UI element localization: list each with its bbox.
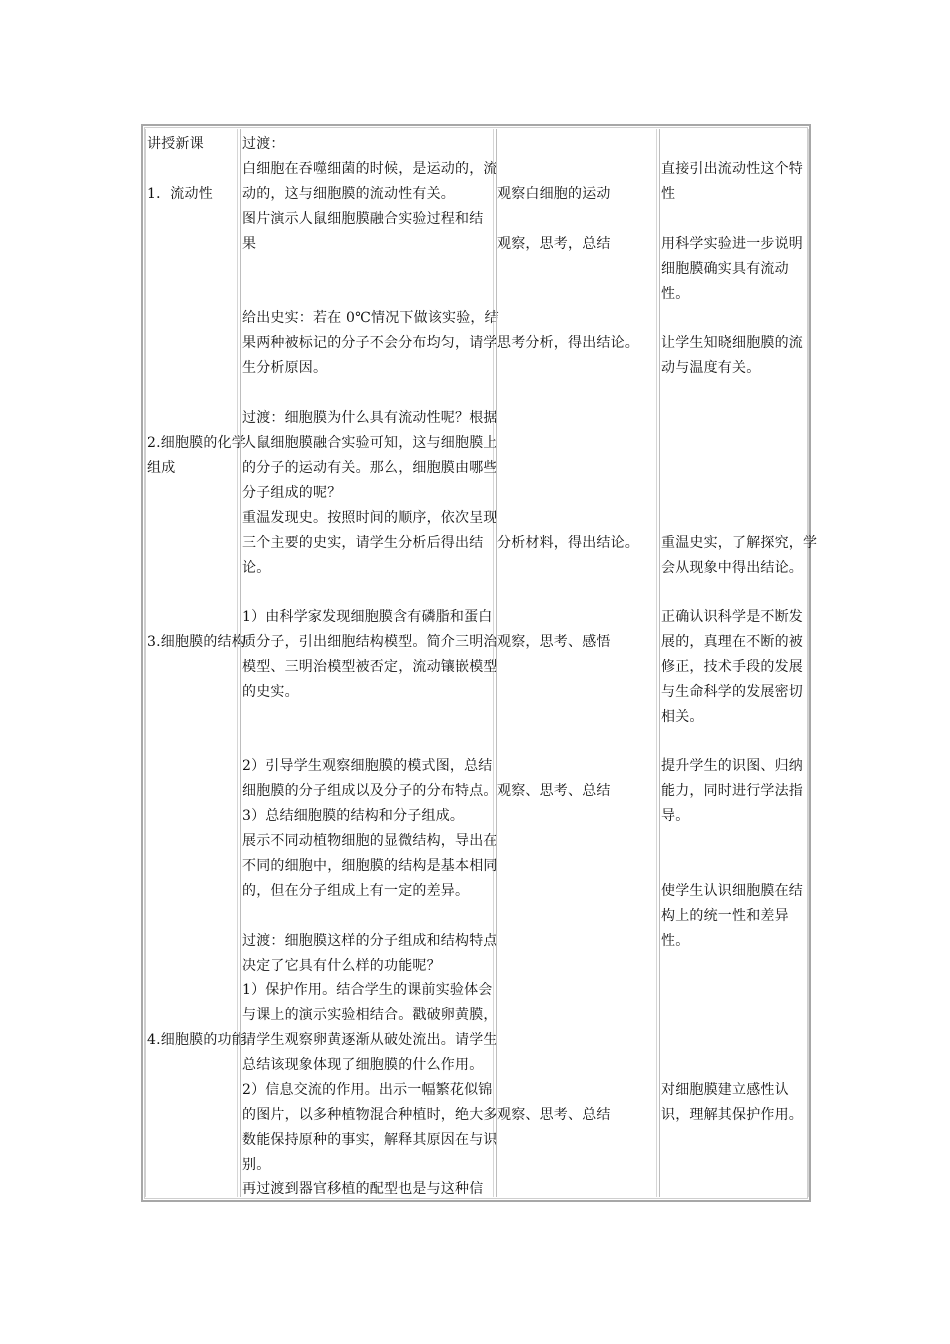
text-line: 对细胞膜建立感性认 bbox=[661, 1082, 789, 1098]
text-line: 别。 bbox=[242, 1157, 271, 1173]
text-line: 观察、思考、总结 bbox=[497, 1107, 611, 1123]
text-line: 相关。 bbox=[661, 709, 704, 725]
text-line: 人鼠细胞膜融合实验可知，这与细胞膜上 bbox=[242, 435, 498, 451]
text-line: 1）由科学家发现细胞膜含有磷脂和蛋白 bbox=[242, 609, 493, 625]
text-line: 提升学生的识图、归纳 bbox=[661, 758, 803, 774]
text-line: 使学生认识细胞膜在结 bbox=[661, 883, 803, 899]
text-line: 2）引导学生观察细胞膜的模式图，总结 bbox=[242, 758, 493, 774]
text-line: 过渡：细胞膜为什么具有流动性呢？根据 bbox=[242, 410, 498, 426]
section-label: 2.细胞膜的化学 bbox=[147, 435, 246, 451]
text-line: 论。 bbox=[242, 560, 271, 576]
text-line: 给出史实：若在 0℃情况下做该实验，结 bbox=[242, 310, 499, 326]
text-line: 思考分析，得出结论。 bbox=[497, 335, 639, 351]
text-line: 让学生知晓细胞膜的流 bbox=[661, 335, 803, 351]
text-line: 性。 bbox=[661, 933, 690, 949]
text-line: 用科学实验进一步说明 bbox=[661, 236, 803, 252]
text-line: 重温发现史。按照时间的顺序，依次呈现 bbox=[242, 510, 498, 526]
column-teacher-activity bbox=[240, 129, 499, 1197]
text-line: 与生命科学的发展密切 bbox=[661, 684, 803, 700]
text-line: 观察、思考、总结 bbox=[497, 783, 611, 799]
section-label: 1．流动性 bbox=[147, 186, 213, 202]
section-label: 4.细胞膜的功能 bbox=[147, 1032, 246, 1048]
text-line: 图片演示人鼠细胞膜融合实验过程和结 bbox=[242, 211, 484, 227]
text-line: 果 bbox=[242, 236, 257, 252]
text-line: 不同的细胞中，细胞膜的结构是基本相同 bbox=[242, 858, 498, 874]
text-line: 性。 bbox=[661, 286, 690, 302]
text-line: 动与温度有关。 bbox=[661, 360, 761, 376]
lesson-plan-table bbox=[141, 124, 818, 1202]
section-label: 组成 bbox=[147, 460, 176, 476]
text-line: 模型、三明治模型被否定，流动镶嵌模型 bbox=[242, 659, 498, 675]
text-line: 的史实。 bbox=[242, 684, 299, 700]
text-line: 导。 bbox=[661, 808, 690, 824]
text-line: 与课上的演示实验相结合。戳破卵黄膜， bbox=[242, 1007, 498, 1023]
text-line: 的，但在分子组成上有一定的差异。 bbox=[242, 883, 470, 899]
text-line: 细胞膜确实具有流动 bbox=[661, 261, 789, 277]
text-line: 2）信息交流的作用。出示一幅繁花似锦 bbox=[242, 1082, 493, 1098]
text-line: 观察白细胞的运动 bbox=[497, 186, 611, 202]
text-line: 的分子的运动有关。那么，细胞膜由哪些 bbox=[242, 460, 498, 476]
text-line: 修正，技术手段的发展 bbox=[661, 659, 803, 675]
text-line: 动的，这与细胞膜的流动性有关。 bbox=[242, 186, 455, 202]
text-line: 能力，同时进行学法指 bbox=[661, 783, 803, 799]
text-line: 过渡：细胞膜这样的分子组成和结构特点 bbox=[242, 933, 498, 949]
text-line: 过渡： bbox=[242, 136, 285, 152]
text-line: 3）总结细胞膜的结构和分子组成。 bbox=[242, 808, 465, 824]
section-label: 讲授新课 bbox=[147, 136, 204, 152]
section-label: 3.细胞膜的结构 bbox=[147, 634, 246, 650]
column-student-activity bbox=[496, 129, 657, 1197]
text-line: 数能保持原种的事实，解释其原因在与识 bbox=[242, 1132, 498, 1148]
column-section bbox=[145, 129, 246, 1197]
text-line: 展的，真理在不断的被 bbox=[661, 634, 803, 650]
text-line: 请学生观察卵黄逐渐从破处流出。请学生 bbox=[242, 1032, 498, 1048]
text-line: 分析材料，得出结论。 bbox=[497, 535, 639, 551]
text-line: 白细胞在吞噬细菌的时候，是运动的，流 bbox=[242, 161, 498, 177]
column-design-intent bbox=[659, 129, 818, 1197]
text-line: 分子组成的呢？ bbox=[242, 485, 342, 501]
text-line: 识，理解其保护作用。 bbox=[661, 1107, 803, 1123]
text-line: 重温史实，了解探究，学 bbox=[661, 535, 818, 551]
text-line: 观察，思考，总结 bbox=[497, 236, 611, 252]
text-line: 决定了它具有什么样的功能呢？ bbox=[242, 958, 441, 974]
text-line: 正确认识科学是不断发 bbox=[661, 609, 803, 625]
text-line: 会从现象中得出结论。 bbox=[661, 560, 803, 576]
text-line: 观察，思考、感悟 bbox=[497, 634, 611, 650]
text-line: 展示不同动植物细胞的显微结构，导出在 bbox=[242, 833, 498, 849]
text-line: 三个主要的史实，请学生分析后得出结 bbox=[242, 535, 484, 551]
text-line: 再过渡到器官移植的配型也是与这种信 bbox=[242, 1181, 484, 1197]
text-line: 的图片，以多种植物混合种植时，绝大多 bbox=[242, 1107, 498, 1123]
text-line: 生分析原因。 bbox=[242, 360, 328, 376]
text-line: 构上的统一性和差异 bbox=[661, 908, 789, 924]
text-line: 1）保护作用。结合学生的课前实验体会 bbox=[242, 982, 493, 998]
text-line: 直接引出流动性这个特 bbox=[661, 161, 803, 177]
text-line: 质分子，引出细胞结构模型。简介三明治 bbox=[242, 634, 498, 650]
text-line: 性 bbox=[661, 186, 676, 202]
text-line: 果两种被标记的分子不会分布均匀，请学 bbox=[242, 335, 498, 351]
text-line: 总结该现象体现了细胞膜的什么作用。 bbox=[242, 1057, 484, 1073]
text-line: 细胞膜的分子组成以及分子的分布特点。 bbox=[242, 783, 498, 799]
